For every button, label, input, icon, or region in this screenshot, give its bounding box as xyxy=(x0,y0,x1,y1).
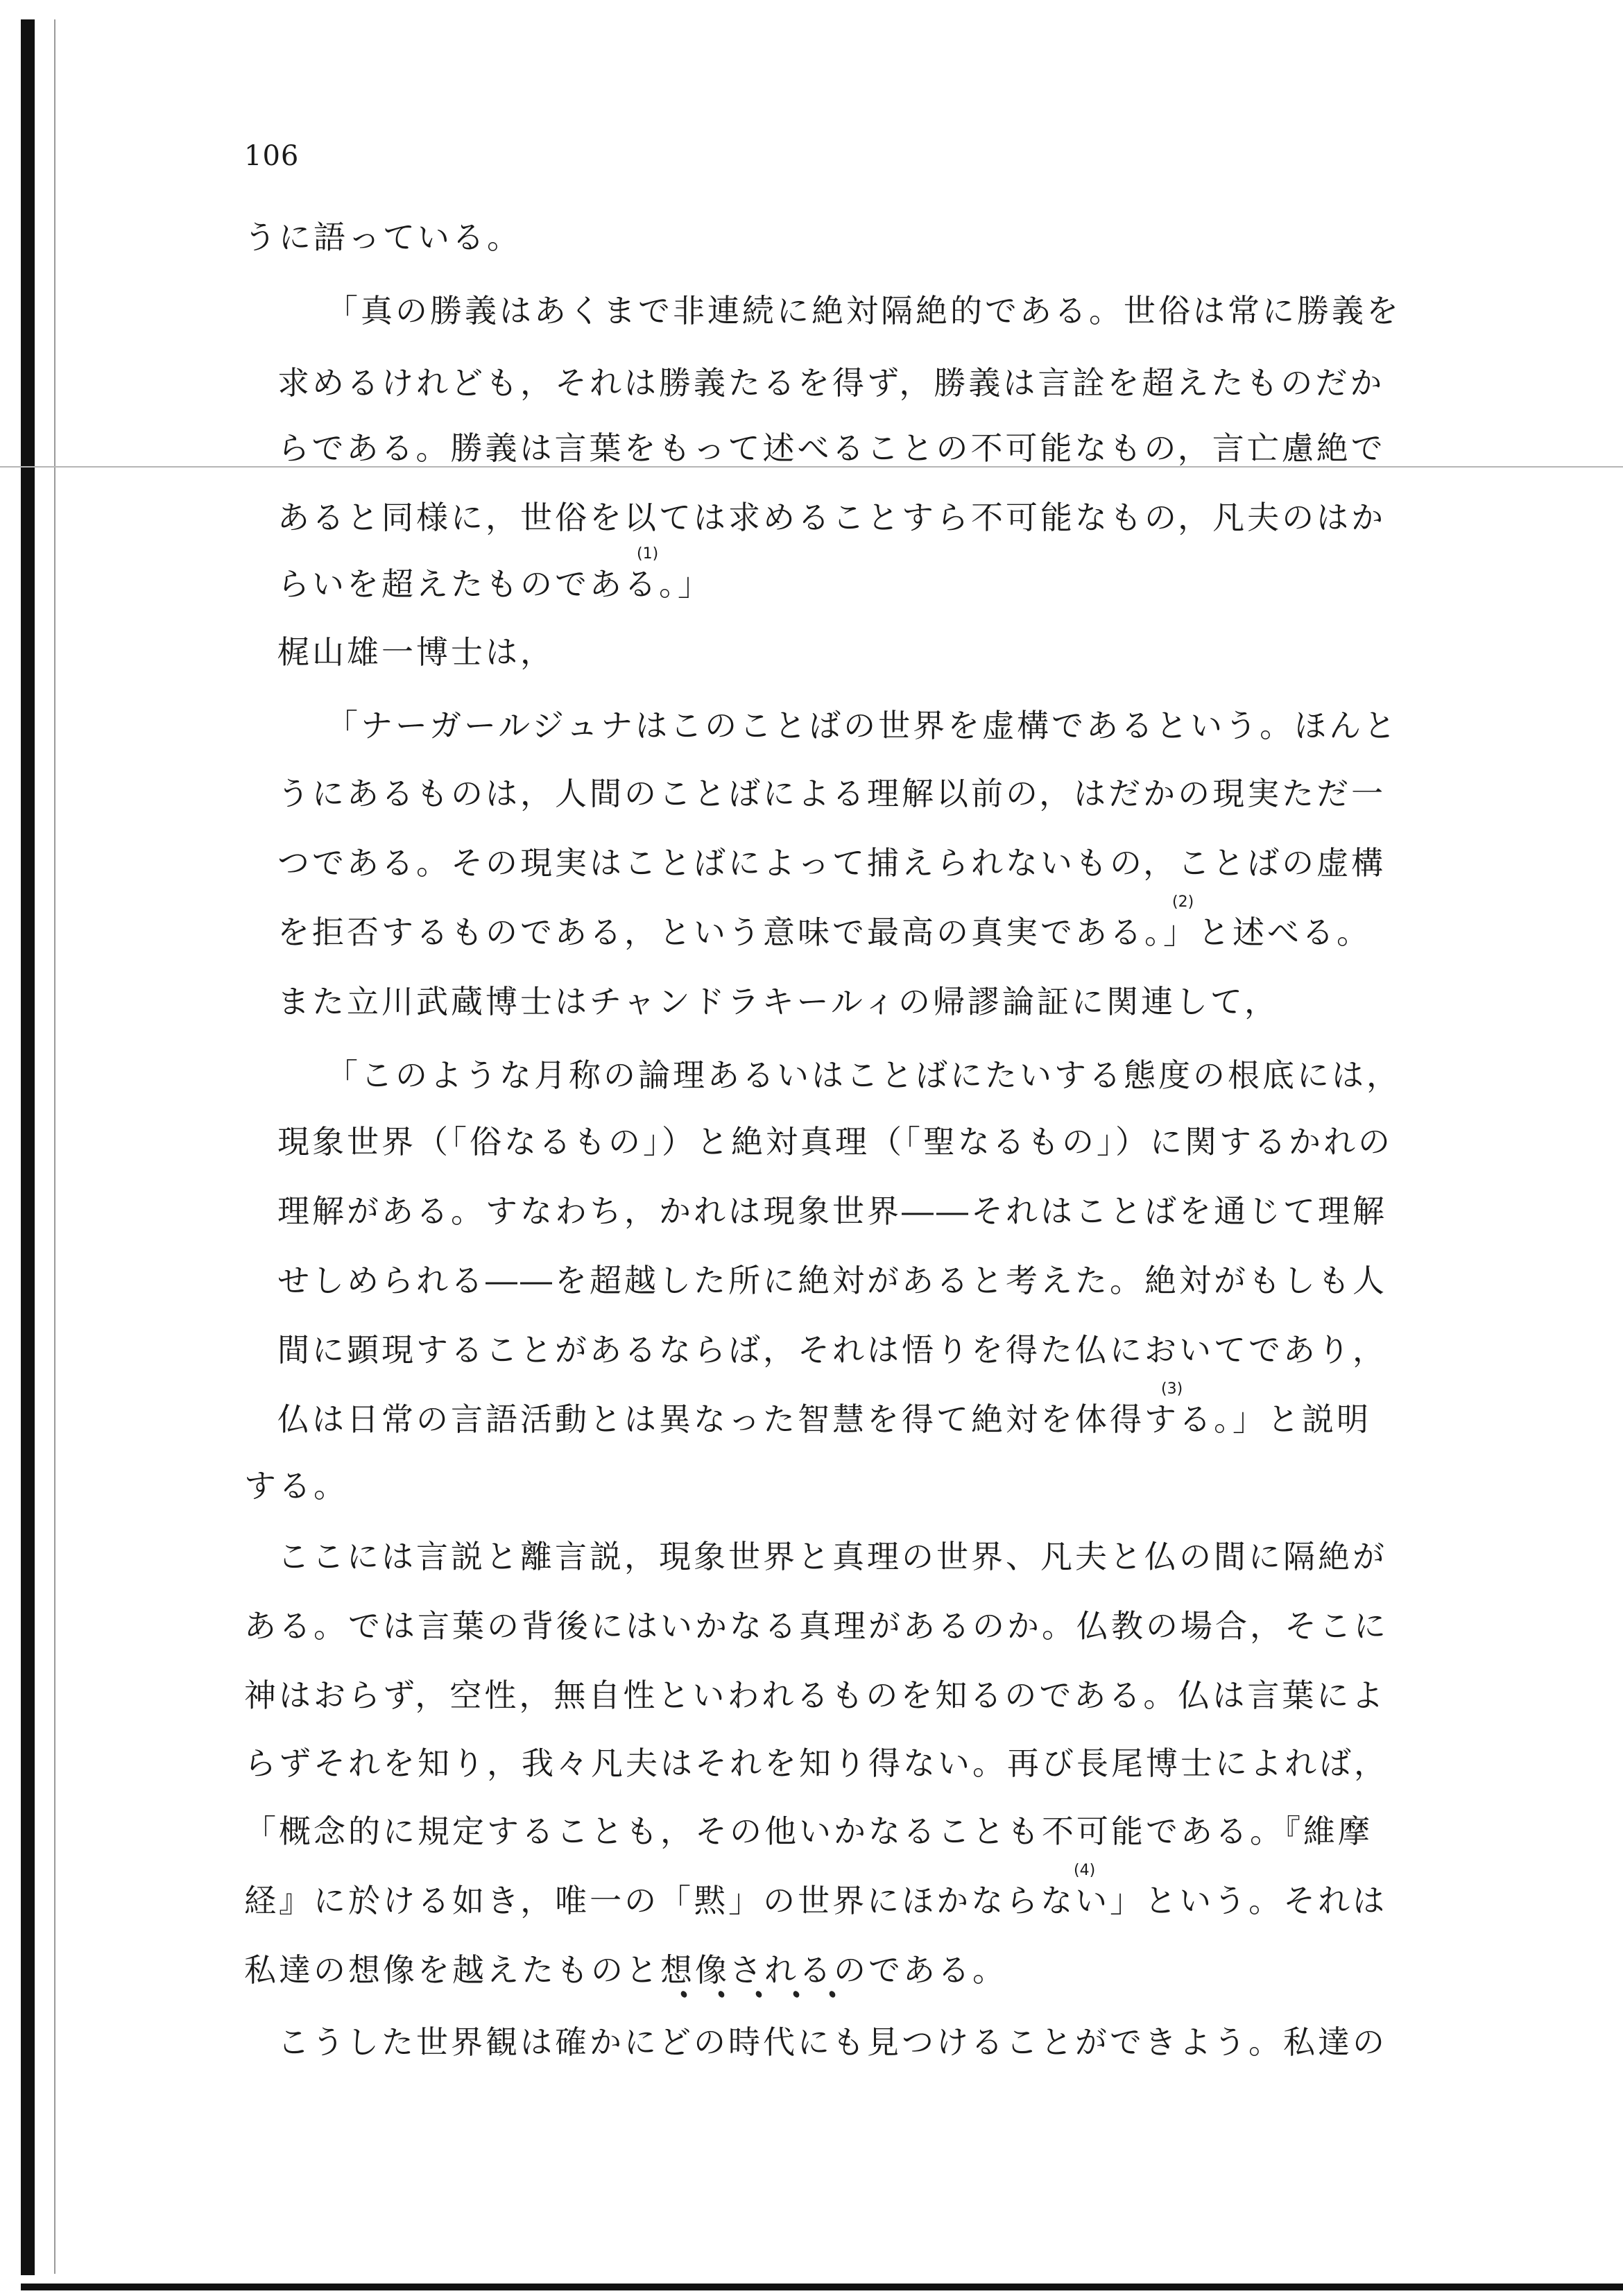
text-line: こうした世界観は確かにどの時代にも見つけることができよう。私達の xyxy=(277,2023,1387,2061)
text-line: する。 xyxy=(244,1467,348,1505)
text-line: らずそれを知り，我々凡夫はそれを知り得ない。再び長尾博士によれば， xyxy=(244,1745,1389,1782)
text-line: 神はおらず，空性，無自性といわれるものを知るのである。仏は言葉によ xyxy=(244,1677,1386,1714)
text-line: せしめられる――を超越した所に絶対があると考えた。絶対がもしも人 xyxy=(277,1262,1387,1299)
emphasis-dot xyxy=(755,1990,763,1999)
text-line: を拒否するものである，という意味で最高の真実である。」と述べる。 xyxy=(277,914,1371,951)
note-ref: (4) xyxy=(1074,1862,1096,1879)
note-ref: (3) xyxy=(1161,1380,1183,1398)
text-line: 「概念的に規定することも，その他いかなることも不可能である。『維摩 xyxy=(244,1813,1373,1850)
text-line: うにあるものは，人間のことばによる理解以前の，はだかの現実ただ一 xyxy=(277,775,1386,812)
text-line: 「真の勝義はあくまで非連続に絶対隔絶的である。世俗は常に勝義を xyxy=(326,292,1401,329)
note-ref: (1) xyxy=(637,545,659,563)
page-number: 106 xyxy=(244,140,300,172)
binding-edge xyxy=(21,19,35,2275)
text-line: 梶山雄一博士は， xyxy=(277,633,555,671)
emphasis-dot xyxy=(792,1990,800,1999)
emphasis-dot xyxy=(717,1990,725,1999)
page-bottom-edge xyxy=(21,2284,1623,2290)
text-line: らいを超えたものである。」 xyxy=(277,565,712,603)
text-line: つである。その現実はことばによって捕えられないもの，ことばの虚構 xyxy=(277,844,1386,882)
text-line: ある。では言葉の背後にはいかなる真理があるのか。仏教の場合，そこに xyxy=(244,1607,1389,1645)
text-line: 現象世界（「俗なるもの」）と絶対真理（「聖なるもの」）に関するかれの xyxy=(277,1123,1393,1160)
text-line: あると同様に，世俗を以ては求めることすら不可能なもの，凡夫のはか xyxy=(277,499,1386,536)
text-line: 「ナーガールジュナはこのことばの世界を虚構であるという。ほんと xyxy=(326,707,1399,744)
note-ref: (2) xyxy=(1172,893,1194,911)
text-line: 仏は日常の言語活動とは異なった智慧を得て絶対を体得する。」と説明 xyxy=(277,1400,1371,1438)
emphasis-dot xyxy=(680,1990,688,1999)
text-line: ここには言説と離言説，現象世界と真理の世界、凡夫と仏の間に隔絶が xyxy=(277,1538,1387,1575)
text-line: 経』に於ける如き，唯一の「黙」の世界にほかならない」という。それは xyxy=(244,1882,1388,1919)
text-line: 私達の想像を越えたものと想像されるのである。 xyxy=(244,1951,1007,1989)
text-line: うに語っている。 xyxy=(244,219,522,256)
text-line: 理解がある。すなわち，かれは現象世界――それはことばを通じて理解 xyxy=(277,1192,1387,1230)
margin-line xyxy=(54,19,55,2274)
emphasis-dot xyxy=(828,1990,836,1999)
text-line: らである。勝義は言葉をもって述べることの不可能なもの，言亡慮絶で xyxy=(277,429,1386,467)
text-line: また立川武蔵博士はチャンドラキールィの帰謬論証に関連して， xyxy=(277,983,1280,1020)
text-line: 「このような月称の論理あるいはことばにたいする態度の根底には， xyxy=(326,1056,1401,1094)
text-line: 求めるけれども，それは勝義たるを得ず，勝義は言詮を超えたものだか xyxy=(277,364,1385,402)
text-line: 間に顕現することがあるならば，それは悟りを得た仏においてであり， xyxy=(277,1331,1387,1369)
